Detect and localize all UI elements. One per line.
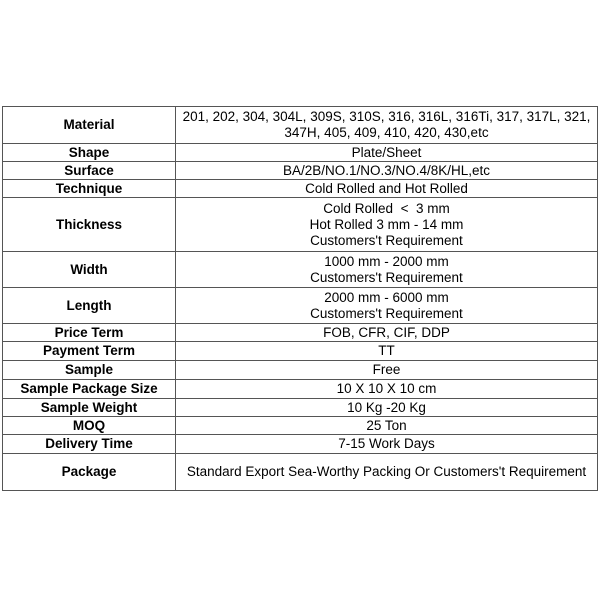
label-technique: Technique bbox=[3, 180, 176, 198]
row-length bbox=[3, 288, 598, 324]
label-surface: Surface bbox=[3, 162, 176, 180]
row-thickness bbox=[3, 198, 598, 252]
value-price-term: FOB, CFR, CIF, DDP bbox=[176, 324, 598, 342]
label-material: Material bbox=[3, 107, 176, 144]
thickness-line-2: Hot Rolled 3 mm - 14 mm bbox=[309, 216, 464, 232]
label-sample: Sample bbox=[3, 361, 176, 380]
value-width bbox=[176, 252, 598, 288]
label-thickness: Thickness bbox=[3, 198, 176, 252]
length-line-2: Customers't Requirement bbox=[310, 305, 463, 321]
value-sample: Free bbox=[176, 361, 598, 380]
label-price-term: Price Term bbox=[3, 324, 176, 342]
value-material: 201, 202, 304, 304L, 309S, 310S, 316, 316L, 316Ti, 317, 317L, 321, 347H, 405, 409, 410, 420, 430,etc bbox=[176, 107, 598, 144]
row-sample-package-size bbox=[3, 380, 598, 399]
value-payment-term: TT bbox=[176, 342, 598, 361]
value-sample-package-size: 10 X 10 X 10 cm bbox=[176, 380, 598, 399]
label-shape: Shape bbox=[3, 144, 176, 162]
label-payment-term: Payment Term bbox=[3, 342, 176, 361]
row-material bbox=[3, 107, 598, 144]
value-package: Standard Export Sea-Worthy Packing Or Customers't Requirement bbox=[176, 454, 598, 491]
row-sample-weight bbox=[3, 399, 598, 417]
row-delivery-time bbox=[3, 435, 598, 454]
value-moq: 25 Ton bbox=[176, 417, 598, 435]
length-line-1: 2000 mm - 6000 mm bbox=[324, 289, 449, 305]
row-package bbox=[3, 454, 598, 491]
value-delivery-time: 7-15 Work Days bbox=[176, 435, 598, 454]
label-delivery-time: Delivery Time bbox=[3, 435, 176, 454]
label-sample-package-size: Sample Package Size bbox=[3, 380, 176, 399]
row-moq bbox=[3, 417, 598, 435]
label-moq: MOQ bbox=[3, 417, 176, 435]
row-technique bbox=[3, 180, 598, 198]
label-package: Package bbox=[3, 454, 176, 491]
row-payment-term bbox=[3, 342, 598, 361]
value-length bbox=[176, 288, 598, 324]
row-surface bbox=[3, 162, 598, 180]
width-line-2: Customers't Requirement bbox=[310, 269, 463, 285]
value-surface: BA/2B/NO.1/NO.3/NO.4/8K/HL,etc bbox=[176, 162, 598, 180]
value-technique: Cold Rolled and Hot Rolled bbox=[176, 180, 598, 198]
thickness-line-3: Customers't Requirement bbox=[310, 232, 463, 248]
label-length: Length bbox=[3, 288, 176, 324]
row-width bbox=[3, 252, 598, 288]
value-shape: Plate/Sheet bbox=[176, 144, 598, 162]
label-sample-weight: Sample Weight bbox=[3, 399, 176, 417]
row-price-term bbox=[3, 324, 598, 342]
row-sample bbox=[3, 361, 598, 380]
label-width: Width bbox=[3, 252, 176, 288]
value-sample-weight: 10 Kg -20 Kg bbox=[176, 399, 598, 417]
row-shape bbox=[3, 144, 598, 162]
thickness-line-1: Cold Rolled < 3 mm bbox=[323, 200, 450, 216]
product-spec-table bbox=[2, 106, 598, 491]
width-line-1: 1000 mm - 2000 mm bbox=[324, 253, 449, 269]
value-thickness bbox=[176, 198, 598, 252]
